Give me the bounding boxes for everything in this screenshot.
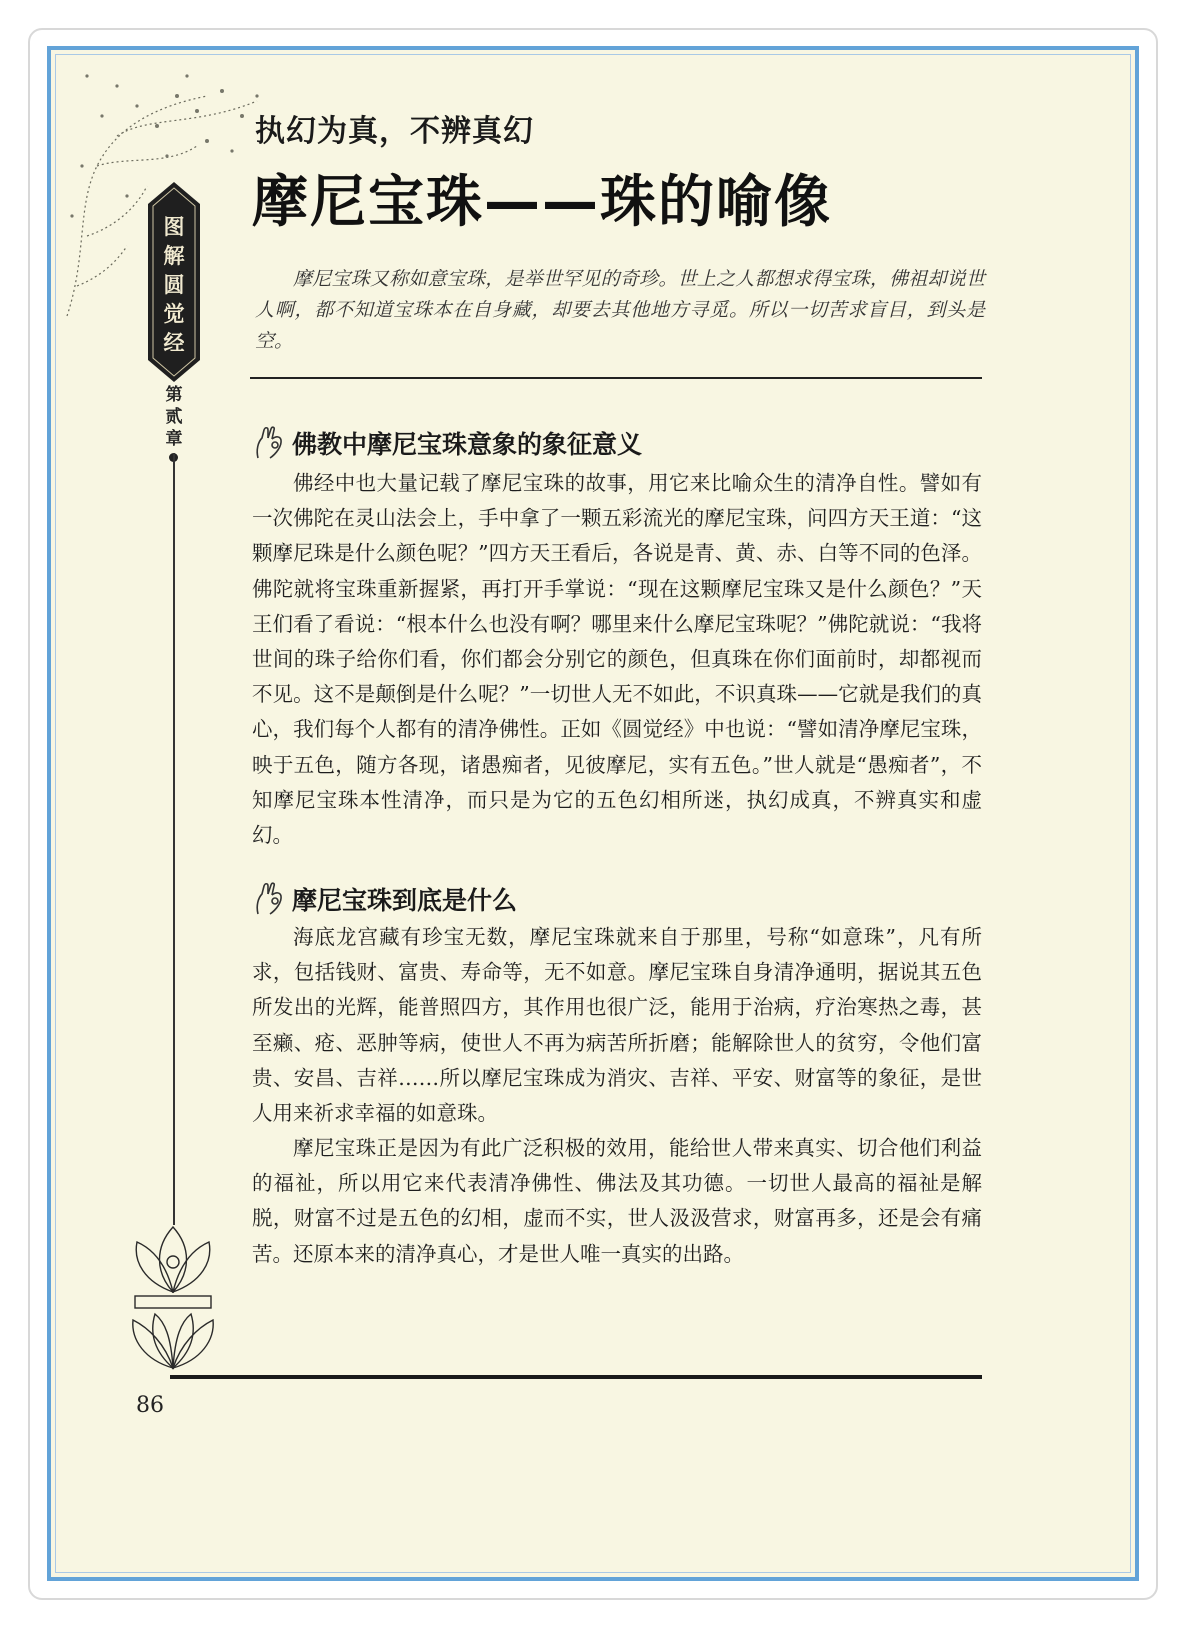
page-subtitle: 执幻为真，不辨真幻 [255, 114, 534, 149]
section-2-paragraph-1: 海底龙宫藏有珍宝无数，摩尼宝珠就来自于那里，号称“如意珠”，凡有所求，包括钱财、富贵、寿命等，无不如意。摩尼宝珠自身清净通明，据说其五色所发出的光辉，能普照四方，其作用也很广泛，能用于治病，疗治寒热之毒，甚至癞、疮、恶肿等病，使世人不再为病苦所折磨；能解除世人的贫穷，令他们富贵、安昌、吉祥……所以摩尼宝珠成为消灾、吉祥、平安、财富等的象征，是世人用来祈求幸福的如意珠。 [252, 925, 982, 1126]
side-rule [173, 453, 175, 1225]
mudra-hand-icon [252, 880, 286, 918]
section-1-paragraph-1: 佛经中也大量记载了摩尼宝珠的故事，用它来比喻众生的清净自性。譬如有一次佛陀在灵山法会上，手中拿了一颗五彩流光的摩尼宝珠，问四方天王道：“这颗摩尼珠是什么颜色呢？”四方天王看后，各说是青、黄、赤、白等不同的色泽。佛陀就将宝珠重新握紧，再打开手掌说：“现在这颗摩尼宝珠又是什么颜色？”天王们看了看说：“根本什么也没有啊？哪里来什么摩尼宝珠呢？”佛陀就说：“我将世间的珠子给你们看，你们都会分别它的颜色，但真珠在你们面前时，却都视而不见。这不是颠倒是什么呢？”一切世人无不如此，不识真珠——它就是我们的真心，我们每个人都有的清净佛性。正如《圆觉经》中也说：“譬如清净摩尼宝珠，映于五色，随方各现，诸愚痴者，见彼摩尼，实有五色。”世人就是“愚痴者”，不知摩尼宝珠本性清净，而只是为它的五色幻相所迷，执幻成真，不辨真实和虚幻。 [252, 471, 982, 848]
book-title-label: 图解圆觉经 [163, 215, 185, 355]
footer-divider [170, 1375, 982, 1379]
section-heading-1-text: 佛教中摩尼宝珠意象的象征意义 [292, 430, 643, 459]
mudra-hand-icon [252, 424, 286, 462]
intro-paragraph: 摩尼宝珠又称如意宝珠，是举世罕见的奇珍。世上之人都想求得宝珠，佛祖却说世人啊，都不知道宝珠本在自身藏，却要去其他地方寻觅。所以一切苦求盲目，到头是空。 [255, 268, 985, 352]
page-number: 86 [136, 1393, 164, 1418]
section-heading-1 [252, 424, 642, 462]
header-divider [250, 377, 982, 379]
page-title: 摩尼宝珠——珠的喻像 [252, 170, 832, 235]
chapter-label: 第贰章 [165, 385, 183, 449]
section-heading-2 [252, 880, 517, 918]
section-2-paragraph-2: 摩尼宝珠正是因为有此广泛积极的效用，能给世人带来真实、切合他们利益的福祉，所以用它来代表清净佛性、佛法及其功德。一切世人最高的福祉是解脱，财富不过是五色的幻相，虚而不实，世人汲汲营求，财富再多，还是会有痛苦。还原本来的清净真心，才是世人唯一真实的出路。 [252, 1136, 982, 1266]
section-heading-2-text: 摩尼宝珠到底是什么 [292, 886, 518, 915]
lotus-decoration [125, 1222, 221, 1372]
